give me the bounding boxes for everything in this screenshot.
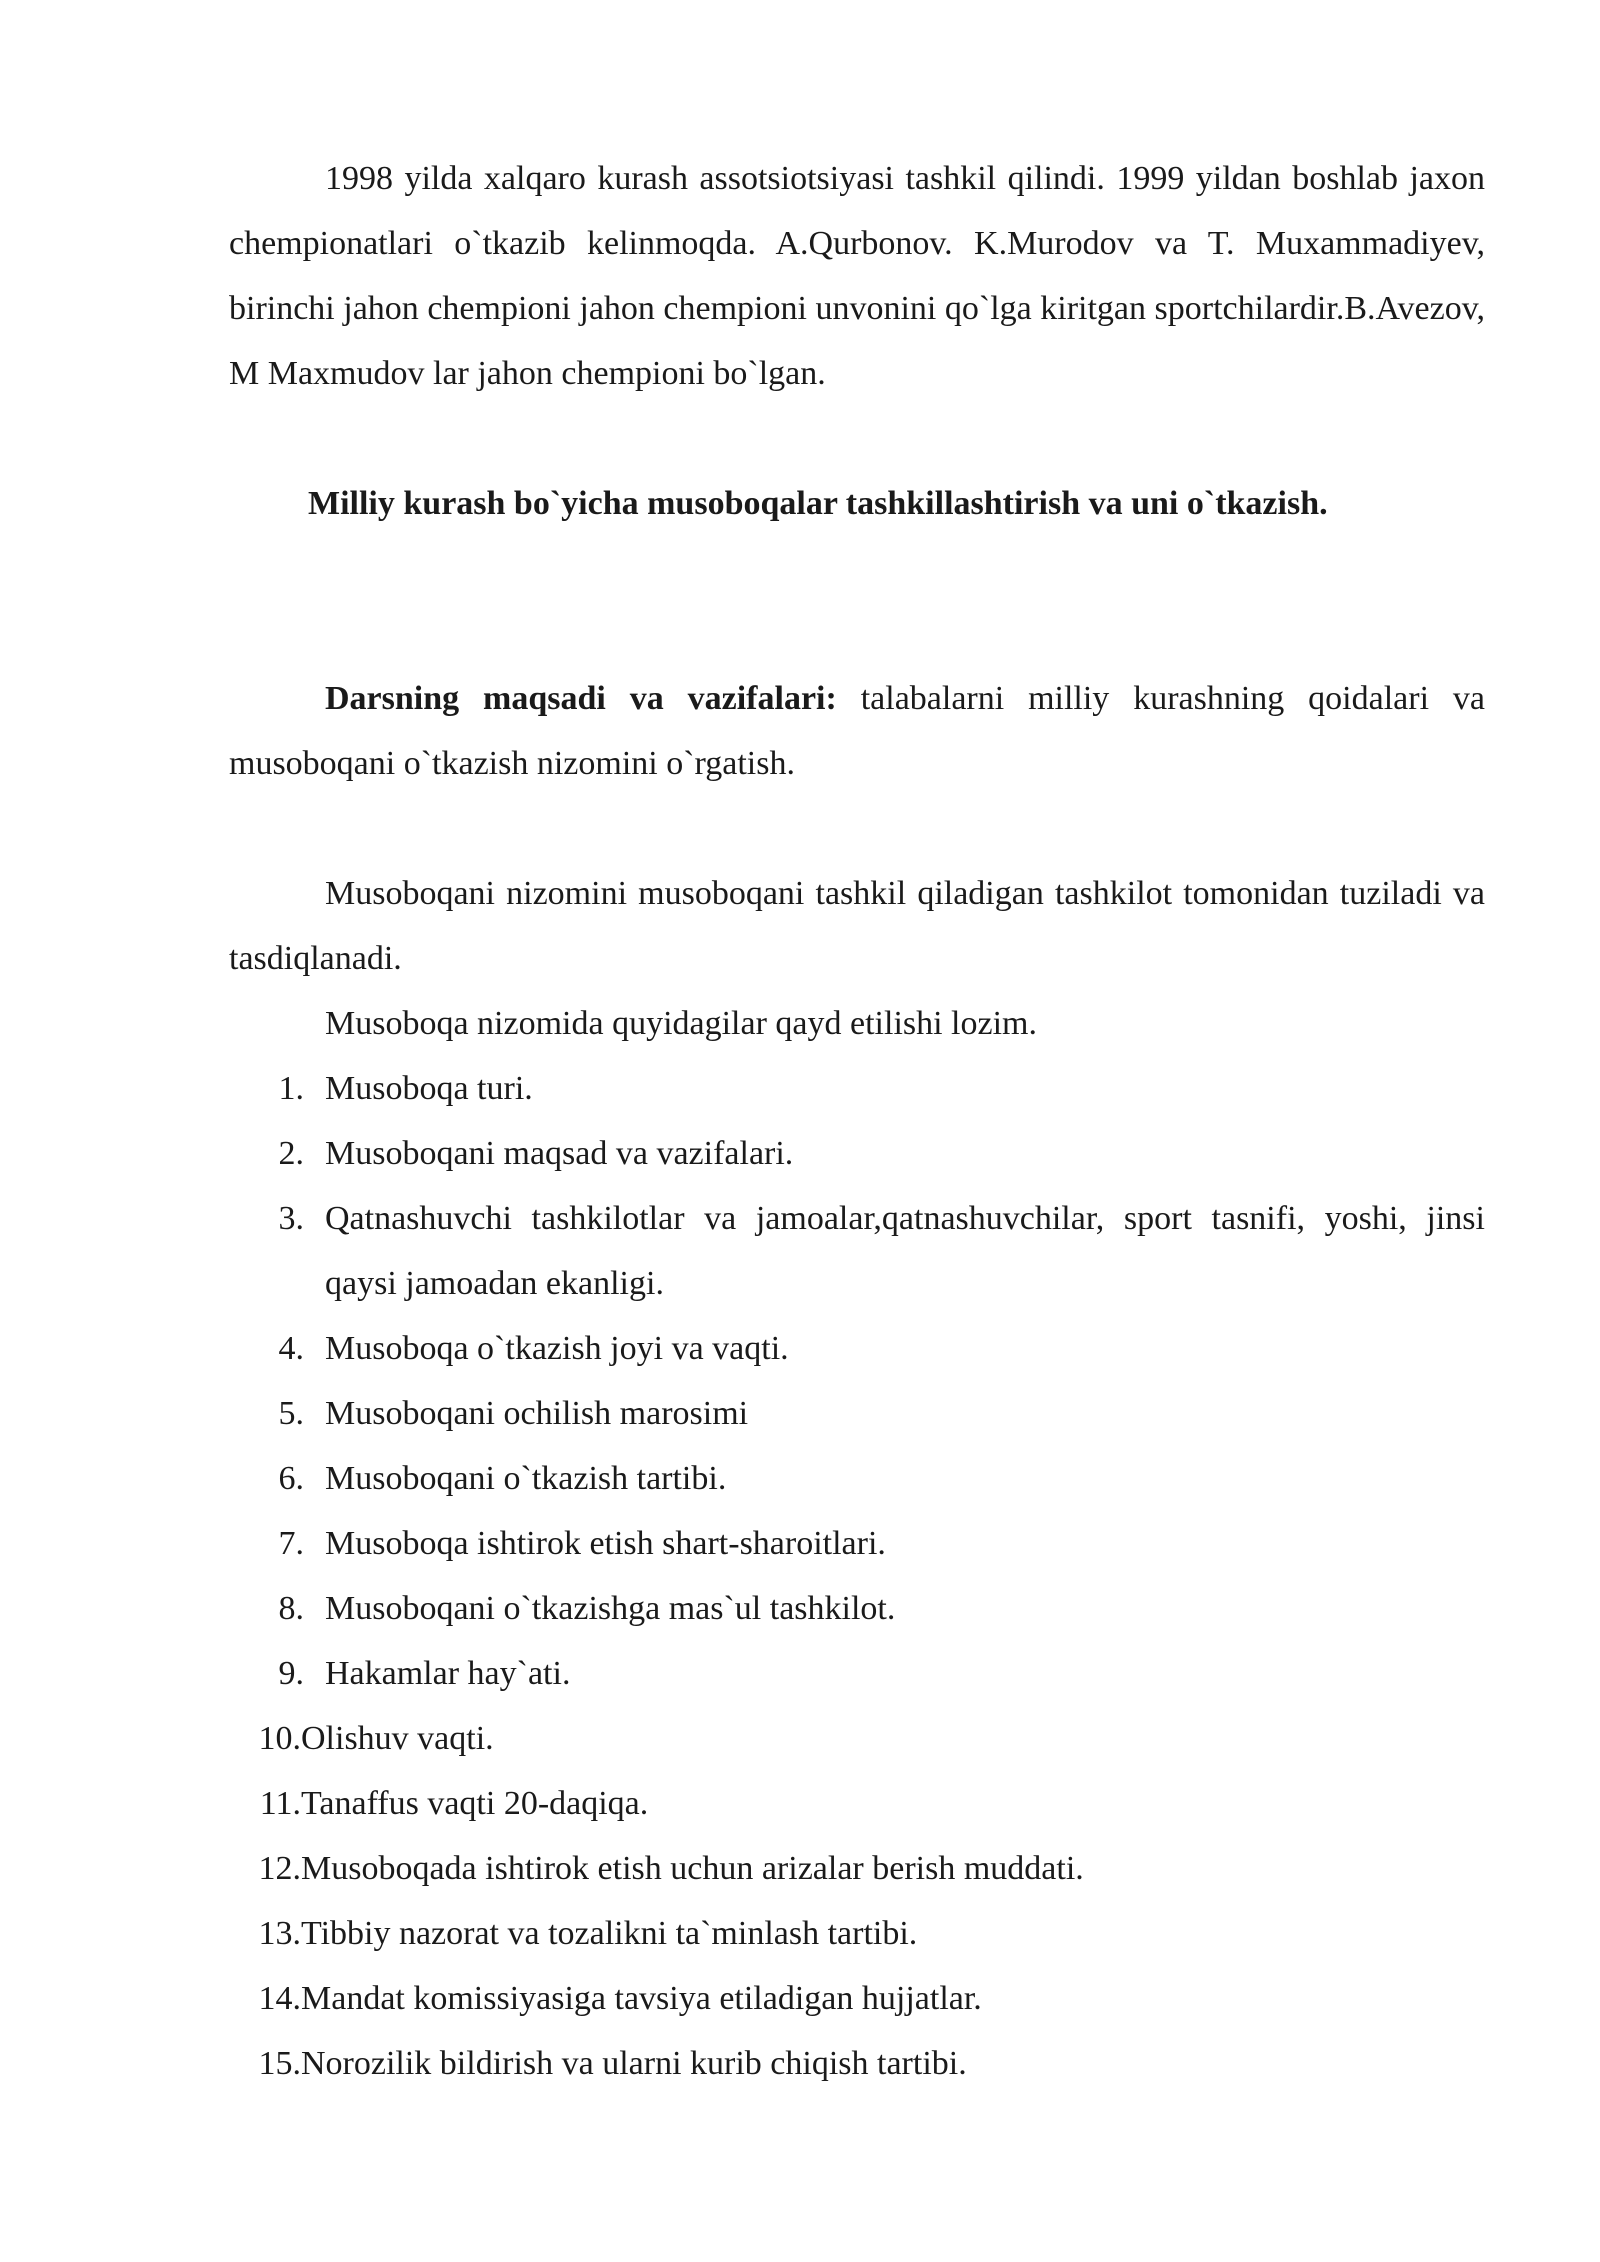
list-item-text: Musoboqa ishtirok etish shart-sharoitlari. bbox=[325, 1525, 886, 1562]
list-item bbox=[229, 1576, 1485, 1641]
list-item-number: 13. bbox=[258, 1915, 301, 1952]
list-item-text: Musoboqa o`tkazish joyi va vaqti. bbox=[325, 1330, 789, 1367]
section-heading: Milliy kurash bo`yicha musoboqalar tashkillashtirish va uni o`tkazish. bbox=[308, 485, 1328, 522]
list-item-number: 9. bbox=[278, 1655, 304, 1692]
list-item-text: Tibbiy nazorat va tozalikni ta`minlash tartibi. bbox=[301, 1915, 918, 1952]
list-item-text: Hakamlar hay`ati. bbox=[325, 1655, 571, 1692]
list-item bbox=[229, 1316, 1485, 1381]
list-item-text: Olishuv vaqti. bbox=[301, 1720, 494, 1757]
list-item-number: 7. bbox=[278, 1525, 304, 1562]
list-item-text: Musoboqada ishtirok etish uchun arizalar berish muddati. bbox=[301, 1850, 1084, 1887]
list-item-text: Musoboqa turi. bbox=[325, 1070, 533, 1107]
list-item-number: 4. bbox=[278, 1330, 304, 1367]
list-item bbox=[229, 1186, 1485, 1316]
requirements-list bbox=[229, 1056, 1485, 2096]
list-item-number: 11. bbox=[259, 1785, 301, 1822]
goal-paragraph bbox=[229, 666, 1485, 796]
list-item bbox=[229, 1836, 1485, 1901]
list-item bbox=[229, 1056, 1485, 1121]
list-item bbox=[229, 1446, 1485, 1511]
list-intro: Musoboqa nizomida quyidagilar qayd etilishi lozim. bbox=[325, 1005, 1037, 1042]
list-item-number: 5. bbox=[278, 1395, 304, 1432]
list-item bbox=[229, 1381, 1485, 1446]
list-item-number: 12. bbox=[258, 1850, 301, 1887]
list-item-number: 3. bbox=[278, 1200, 304, 1237]
intro-paragraph: 1998 yilda xalqaro kurash assotsiotsiyasi tashkil qilindi. 1999 yildan boshlab jaxon chempionatlari o`tkazib kelinmoqda. A.Qurbonov. K.Murodov va T. Muxammadiyev, birinchi jahon chempioni jahon chempioni unvonini qo`lga kiritgan sportchilardir.B.Avezov, M Maxmudov lar jahon chempioni bo`lgan. bbox=[229, 160, 1485, 392]
list-item bbox=[229, 1901, 1485, 1966]
list-item-text: Mandat komissiyasiga tavsiya etiladigan hujjatlar. bbox=[301, 1980, 982, 2017]
list-item-number: 2. bbox=[278, 1135, 304, 1172]
list-item bbox=[229, 1966, 1485, 2031]
list-item-text: Norozilik bildirish va ularni kurib chiqish tartibi. bbox=[301, 2045, 967, 2082]
list-item-number: 15. bbox=[258, 2045, 301, 2082]
list-item bbox=[229, 1771, 1485, 1836]
list-item-text: Musoboqani o`tkazishga mas`ul tashkilot. bbox=[325, 1590, 896, 1627]
list-item-number: 6. bbox=[278, 1460, 304, 1497]
list-item-text: Musoboqani ochilish marosimi bbox=[325, 1395, 749, 1432]
list-item-number: 1. bbox=[278, 1070, 304, 1107]
list-item bbox=[229, 1706, 1485, 1771]
list-item-text: Musoboqani o`tkazish tartibi. bbox=[325, 1460, 727, 1497]
list-item-number: 8. bbox=[278, 1590, 304, 1627]
list-item-number: 14. bbox=[258, 1980, 301, 2017]
goal-text: talabalarni milliy kurashning qoidalari va musoboqani o`tkazish nizomini o`rgatish. bbox=[229, 680, 1486, 782]
list-item bbox=[229, 1121, 1485, 1186]
list-item-number: 10. bbox=[258, 1720, 301, 1757]
document-body bbox=[229, 146, 1485, 2096]
list-item bbox=[229, 1511, 1485, 1576]
list-item bbox=[229, 2031, 1485, 2096]
list-item-text: Qatnashuvchi tashkilotlar va jamoalar,qatnashuvchilar, sport tasnifi, yoshi, jinsi qaysi jamoadan ekanligi. bbox=[325, 1200, 1485, 1302]
goal-label: Darsning maqsadi va vazifalari: bbox=[325, 680, 837, 717]
charter-paragraph: Musoboqani nizomini musoboqani tashkil qiladigan tashkilot tomonidan tuziladi va tasdiqlanadi. bbox=[229, 875, 1485, 977]
list-item-text: Musoboqani maqsad va vazifalari. bbox=[325, 1135, 794, 1172]
list-item-text: Tanaffus vaqti 20-daqiqa. bbox=[301, 1785, 649, 1822]
list-item bbox=[229, 1641, 1485, 1706]
